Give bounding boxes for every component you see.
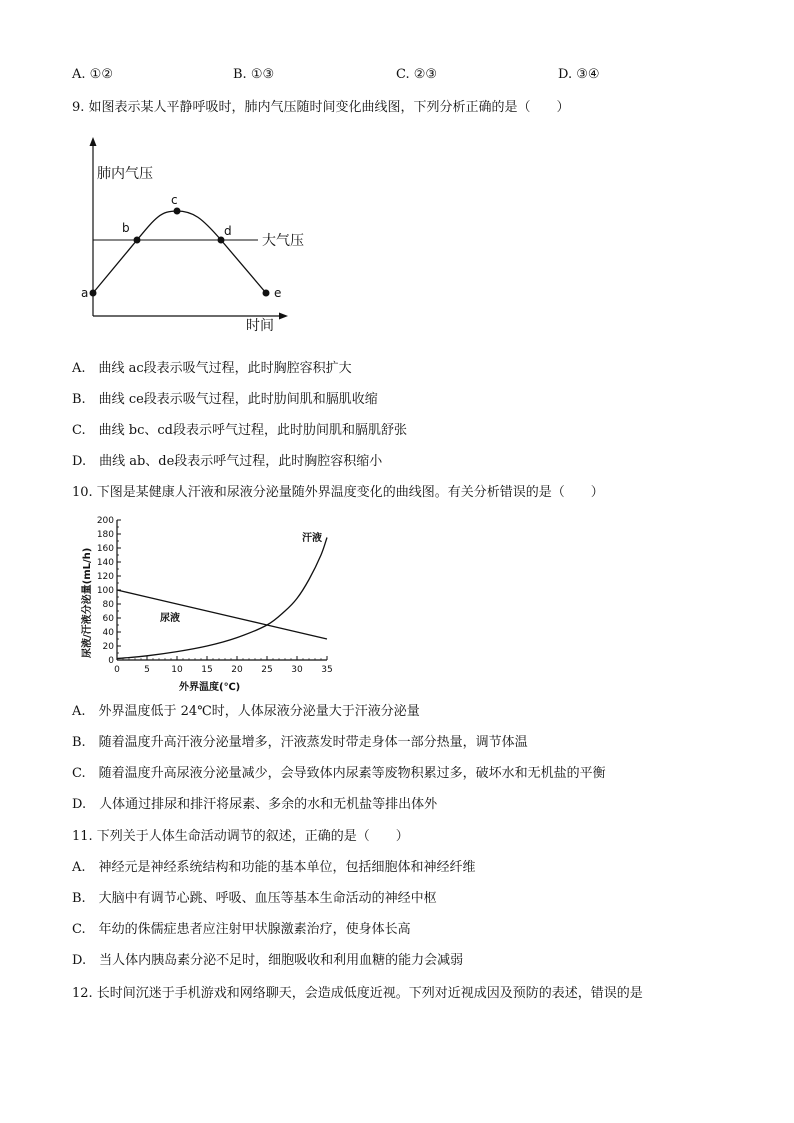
q10-y-tick-label: 160	[96, 544, 114, 554]
q10-y-tick-label: 60	[102, 614, 114, 624]
q10-urine-line	[117, 590, 327, 639]
q8-option-c: C. ②③	[396, 67, 438, 82]
q10-y-tick-label: 20	[102, 642, 114, 652]
q10-y-tick-label: 140	[96, 558, 114, 568]
q10-x-tick-label: 0	[114, 665, 120, 675]
q10-sweat-curve	[117, 538, 327, 659]
q10-option-d: D. 人体通过排尿和排汗将尿素、多余的水和无机盐等排出体外	[72, 797, 438, 812]
q9-option-a: A. 曲线 ac段表示吸气过程，此时胸腔容积扩大	[72, 361, 352, 376]
q12-stem: 12. 长时间沉迷于手机游戏和网络聊天，会造成低度近视。下列对近视成因及预防的表述，错误的是	[72, 986, 643, 1001]
q9-point-b	[134, 237, 141, 244]
q10-y-tick-label: 0	[108, 656, 114, 666]
q10-x-tick-label: 5	[144, 665, 150, 675]
q9-label-d: d	[224, 224, 232, 238]
q11-option-c: C. 年幼的侏儒症患者应注射甲状腺激素治疗，使身体长高	[72, 922, 411, 937]
q10-urine-label: 尿液	[160, 613, 180, 624]
q9-point-e	[263, 290, 270, 297]
q9-label-e: e	[274, 286, 282, 300]
q10-series	[117, 538, 327, 659]
q9-x-label: 时间	[246, 318, 274, 334]
q10-sweat-label: 汗液	[302, 533, 322, 544]
q10-y-label: 尿液/汗液分泌量(mL/h)	[82, 547, 93, 658]
q11-option-a: A. 神经元是神经系统结构和功能的基本单位，包括细胞体和神经纤维	[72, 860, 476, 875]
q10-x-tick-label: 20	[231, 665, 243, 675]
q11-option-b: B. 大脑中有调节心跳、呼吸、血压等基本生命活动的神经中枢	[72, 891, 437, 906]
q9-label-c: c	[171, 193, 178, 207]
q9-pressure-diagram	[72, 132, 312, 342]
q11-stem: 11. 下列关于人体生命活动调节的叙述，正确的是（ ）	[72, 829, 409, 844]
q10-x-tick-label: 10	[171, 665, 183, 675]
q8-options	[0, 66, 794, 84]
q10-x-tick-label: 30	[291, 665, 303, 675]
q10-option-c: C. 随着温度升高尿液分泌量减少，会导致体内尿素等废物积累过多，破坏水和无机盐的平衡	[72, 766, 606, 781]
q10-y-tick-label: 40	[102, 628, 114, 638]
q9-y-arrow	[90, 137, 97, 146]
q10-y-tick-label: 100	[96, 586, 114, 596]
q9-point-a	[90, 290, 97, 297]
q8-option-d: D. ③④	[558, 67, 600, 82]
q10-stem: 10. 下图是某健康人汗液和尿液分泌量随外界温度变化的曲线图。有关分析错误的是（ ）	[72, 485, 604, 500]
q10-x-tick-label: 25	[261, 665, 273, 675]
q10-x-label: 外界温度(℃)	[179, 682, 241, 693]
q10-axes	[97, 516, 333, 675]
q9-stem: 9. 如图表示某人平静呼吸时，肺内气压随时间变化曲线图，下列分析正确的是（ ）	[72, 100, 570, 115]
q8-option-b: B. ①③	[233, 67, 275, 82]
q10-y-tick-label: 120	[96, 572, 114, 582]
q10-y-tick-label: 200	[96, 516, 114, 526]
q9-option-d: D. 曲线 ab、de段表示呼气过程，此时胸腔容积缩小	[72, 454, 383, 469]
q9-curve	[93, 211, 266, 293]
q10-chart	[72, 510, 347, 700]
q9-label-a: a	[81, 286, 89, 300]
q10-y-tick-label: 180	[96, 530, 114, 540]
q9-y-label: 肺内气压	[97, 166, 153, 182]
q10-x-tick-label: 35	[321, 665, 333, 675]
q10-x-tick-label: 15	[201, 665, 213, 675]
q9-ref-label: 大气压	[262, 233, 304, 249]
q9-x-arrow	[279, 313, 288, 320]
q9-option-b: B. 曲线 ce段表示吸气过程，此时肋间肌和膈肌收缩	[72, 392, 378, 407]
q11-option-d: D. 当人体内胰岛素分泌不足时，细胞吸收和利用血糖的能力会减弱	[72, 953, 464, 968]
q8-option-a: A. ①②	[72, 67, 113, 82]
q9-option-c: C. 曲线 bc、cd段表示呼气过程，此时肋间肌和膈肌舒张	[72, 423, 407, 438]
q10-option-a: A. 外界温度低于 24℃时，人体尿液分泌量大于汗液分泌量	[72, 704, 420, 719]
q9-point-c	[174, 208, 181, 215]
q10-y-tick-label: 80	[102, 600, 114, 610]
q9-label-b: b	[122, 221, 130, 235]
q10-option-b: B. 随着温度升高汗液分泌量增多，汗液蒸发时带走身体一部分热量，调节体温	[72, 735, 528, 750]
